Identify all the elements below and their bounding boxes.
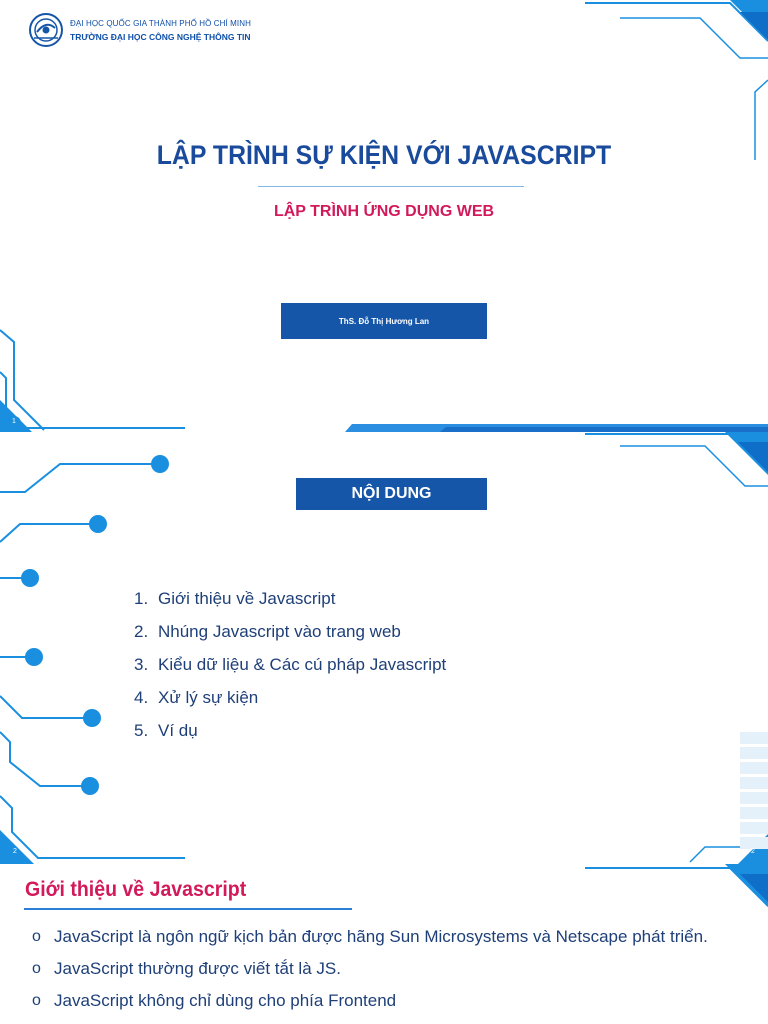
section-title: NỘI DUNG (351, 485, 432, 502)
list-item (134, 684, 446, 717)
author-box (281, 303, 487, 339)
page-number-right: 2 (751, 848, 755, 855)
bullet-list (30, 926, 755, 1022)
section-title-box (296, 478, 487, 510)
title-divider (258, 186, 524, 187)
school-name: TRƯỜNG ĐẠI HỌC CÔNG NGHỆ THÔNG TIN (70, 32, 251, 42)
bullet-icon: o (32, 960, 41, 977)
page-number: 1 (12, 418, 16, 425)
item-text: Nhúng Javascript vào trang web (158, 622, 401, 641)
item-text: Ví dụ (158, 721, 198, 740)
university-logo-icon (28, 12, 64, 48)
list-item (134, 651, 446, 684)
item-number: 3. (134, 655, 149, 674)
contents-list (134, 585, 446, 750)
list-item (30, 926, 755, 947)
university-name: ĐẠI HỌC QUỐC GIA THÀNH PHỐ HỒ CHÍ MINH (70, 19, 251, 28)
item-number: 1. (134, 589, 149, 608)
bullet-text: JavaScript thường được viết tắt là JS. (54, 959, 341, 978)
item-number: 5. (134, 721, 149, 740)
title-slide (0, 0, 768, 432)
stripe-decoration (740, 732, 768, 852)
contents-slide (0, 432, 768, 864)
intro-slide (0, 864, 768, 1024)
list-item (134, 717, 446, 750)
slide-heading: Giới thiệu về Javascript (25, 878, 247, 901)
item-text: Xử lý sự kiện (158, 688, 259, 707)
heading-underline (24, 908, 352, 910)
list-item (30, 990, 755, 1011)
item-text: Giới thiệu về Javascript (158, 589, 336, 608)
list-item (30, 958, 755, 979)
list-item (134, 585, 446, 618)
bullet-icon: o (32, 928, 41, 945)
item-text: Kiểu dữ liệu & Các cú pháp Javascript (158, 655, 447, 674)
bullet-text: JavaScript không chỉ dùng cho phía Frontend (54, 991, 397, 1010)
slide-subtitle: LẬP TRÌNH ỨNG DỤNG WEB (273, 203, 495, 220)
bullet-icon: o (32, 992, 41, 1009)
item-number: 4. (134, 688, 149, 707)
page-number-left: 2 (13, 848, 17, 855)
list-item (134, 618, 446, 651)
slide-title: LẬP TRÌNH SỰ KIỆN VỚI JAVASCRIPT (156, 140, 612, 170)
author-name: ThS. Đỗ Thị Hương Lan (338, 316, 430, 326)
page-number-badge (3, 412, 33, 432)
bullet-text: JavaScript là ngôn ngữ kịch bản được hãng Sun Microsystems và Netscape phát triển. (54, 927, 708, 946)
item-number: 2. (134, 622, 149, 641)
